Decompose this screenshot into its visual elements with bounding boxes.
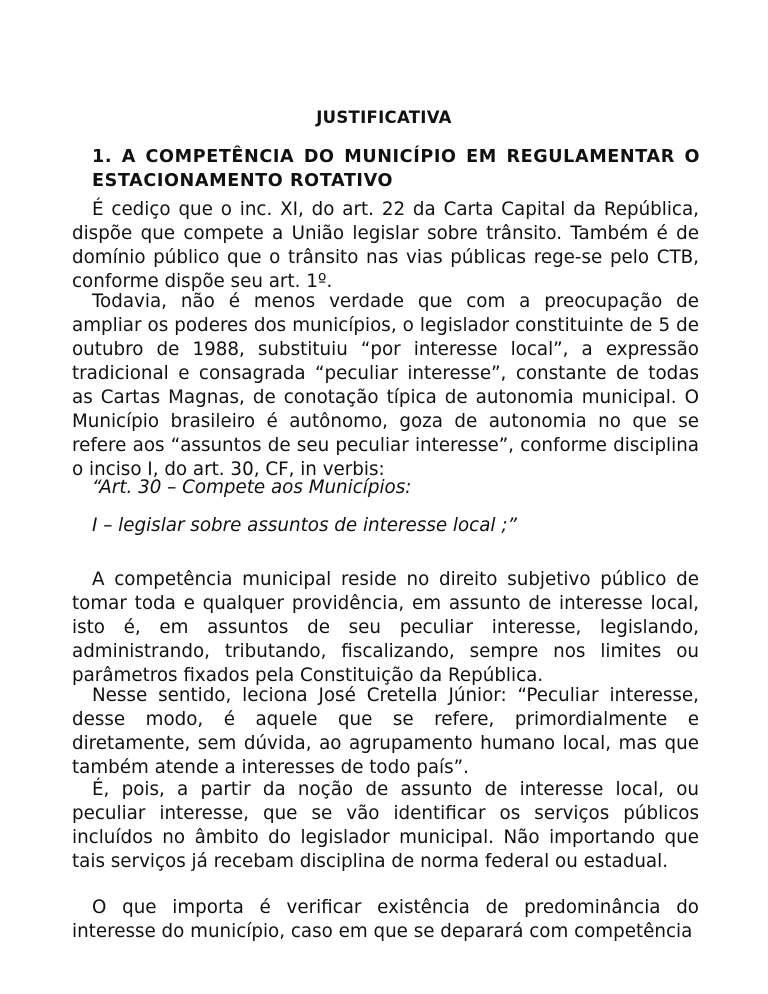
quote-line-2: I – legislar sobre assuntos de interesse local ;” [92,515,517,536]
paragraph-4: Nesse sentido, leciona José Cretella Júnior: “Peculiar interesse, desse modo, é aquele que se refere, primordialmente e diretamente, sem dúvida, ao agrupamento humano local, mas que também atende a interesses de todo país”. [72,685,699,778]
paragraph-6: O que importa é verificar existência de predominância do interesse do município, caso em que se deparará com competência [72,897,699,942]
section-heading: 1. A COMPETÊNCIA DO MUNICÍPIO EM REGULAMENTAR O ESTACIONAMENTO ROTATIVO [92,147,700,191]
paragraph-2: Todavia, não é menos verdade que com a preocupação de ampliar os poderes dos municípios, o legislador constituinte de 5 de outubro de 1988, substituiu “por interesse local”, a expressão tradicional e consagrada “peculiar interesse”, constante de todas as Cartas Magnas, de conotação típica de autonomia municipal. O Município brasileiro é autônomo, goza de autonomia no que se refere aos “assuntos de seu peculiar interesse”, conforme disciplina o inciso I, do art. 30, CF, in verbis: [72,291,699,480]
paragraph-1: É cediço que o inc. XI, do art. 22 da Carta Capital da República, dispõe que compete a União legislar sobre trânsito. Também é de domínio público que o trânsito nas vias públicas rege-se pelo CTB, conforme dispõe seu art. 1º. [72,199,699,292]
quote-line-1: “Art. 30 – Compete aos Municípios: [92,477,412,498]
paragraph-5: É, pois, a partir da noção de assunto de interesse local, ou peculiar interesse, que se vão identificar os serviços públicos incluídos no âmbito do legislador municipal. Não importando que tais serviços já recebam disciplina de norma federal ou estadual. [72,779,699,872]
paragraph-3: A competência municipal reside no direito subjetivo público de tomar toda e qualquer providência, em assunto de interesse local, isto é, em assuntos de seu peculiar interesse, legislando, administrando, tributando, fiscalizando, sempre nos limites ou parâmetros fixados pela Constituição da República. [72,569,699,686]
document-title: JUSTIFICATIVA [316,108,452,127]
